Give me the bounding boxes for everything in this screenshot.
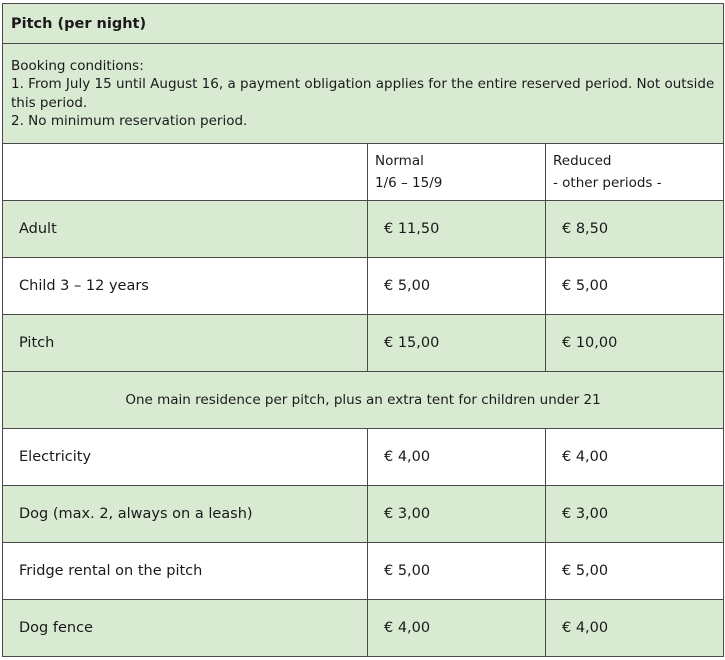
price-normal: € 4,00 — [368, 429, 546, 486]
title-row — [3, 4, 724, 44]
note-row — [3, 372, 724, 429]
table-row — [3, 429, 724, 486]
header-empty-cell — [3, 144, 368, 201]
price-reduced: € 4,00 — [546, 429, 724, 486]
price-reduced: € 4,00 — [546, 600, 724, 657]
row-label: Child 3 – 12 years — [3, 258, 368, 315]
booking-conditions — [3, 44, 724, 144]
header-reduced-period: - other periods - — [553, 175, 662, 191]
header-row — [3, 144, 724, 201]
table-row — [3, 543, 724, 600]
price-reduced: € 3,00 — [546, 486, 724, 543]
price-reduced: € 8,50 — [546, 201, 724, 258]
header-normal-label: Normal — [375, 153, 424, 169]
header-normal-period: 1/6 – 15/9 — [375, 175, 443, 191]
condition-item: 2. No minimum reservation period. — [11, 113, 248, 129]
price-normal: € 3,00 — [368, 486, 546, 543]
price-reduced: € 5,00 — [546, 543, 724, 600]
price-normal: € 5,00 — [368, 258, 546, 315]
price-normal: € 15,00 — [368, 315, 546, 372]
price-normal: € 11,50 — [368, 201, 546, 258]
price-reduced: € 10,00 — [546, 315, 724, 372]
header-reduced-label: Reduced — [553, 153, 612, 169]
table-row — [3, 201, 724, 258]
table-row — [3, 600, 724, 657]
table-row — [3, 258, 724, 315]
row-label: Fridge rental on the pitch — [3, 543, 368, 600]
header-normal — [368, 144, 546, 201]
conditions-row — [3, 44, 724, 144]
pricing-table — [2, 3, 724, 657]
row-label: Dog (max. 2, always on a leash) — [3, 486, 368, 543]
table-title: Pitch (per night) — [3, 4, 724, 44]
price-reduced: € 5,00 — [546, 258, 724, 315]
price-normal: € 4,00 — [368, 600, 546, 657]
row-label: Adult — [3, 201, 368, 258]
table-row — [3, 486, 724, 543]
row-label: Pitch — [3, 315, 368, 372]
row-label: Electricity — [3, 429, 368, 486]
table-row — [3, 315, 724, 372]
row-label: Dog fence — [3, 600, 368, 657]
header-reduced — [546, 144, 724, 201]
condition-item: 1. From July 15 until August 16, a payment obligation applies for the entire reserved period. Not outside this period. — [11, 76, 715, 111]
conditions-heading: Booking conditions: — [11, 57, 144, 74]
pitch-note: One main residence per pitch, plus an extra tent for children under 21 — [3, 372, 724, 429]
price-normal: € 5,00 — [368, 543, 546, 600]
